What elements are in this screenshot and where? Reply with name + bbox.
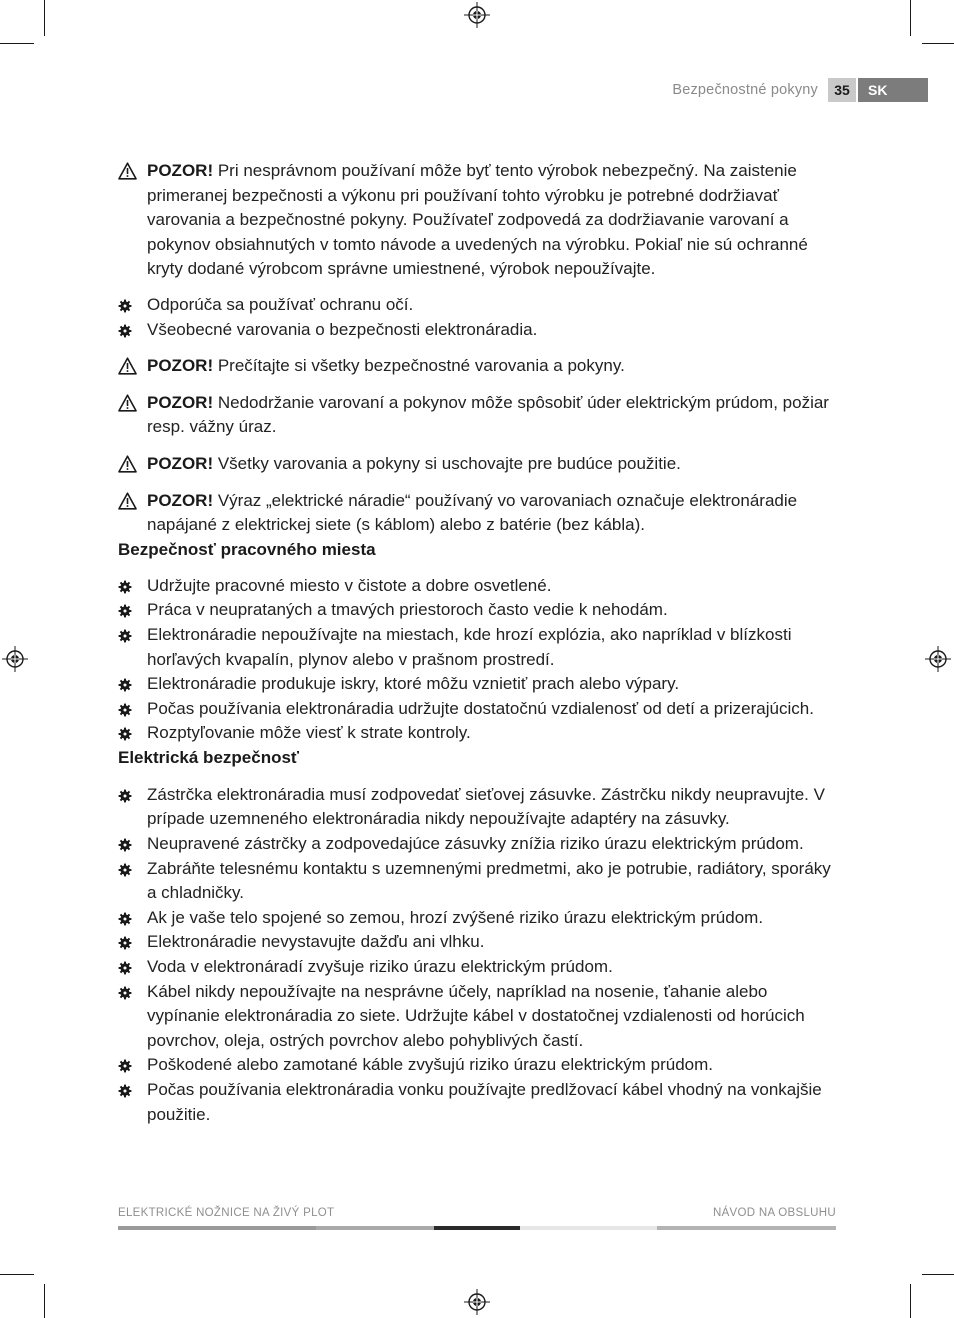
crop-mark	[922, 43, 954, 44]
registration-mark-icon	[464, 2, 490, 28]
footer-bar-segment	[434, 1226, 520, 1230]
warning-text: Výraz „elektrické náradie“ používaný vo varovaniach označuje elektronáradie napájané z elektrickej siete (s káblom) alebo z batérie (bez kábla).	[147, 490, 798, 535]
registration-mark-icon	[2, 646, 28, 672]
header-section-title: Bezpečnostné pokyny	[672, 82, 818, 98]
warning-text: Nedodržanie varovaní a pokynov môže spôsobiť úder elektrickým prúdom, požiar resp. vážny úraz.	[147, 392, 829, 437]
gear-bullet-icon	[118, 961, 132, 975]
list-item	[118, 955, 838, 980]
list-item	[118, 623, 838, 672]
list-item	[118, 697, 838, 722]
list-item	[118, 598, 838, 623]
warning-label: POZOR!	[147, 453, 214, 473]
list-item	[118, 906, 838, 931]
list-item-text: Kábel nikdy nepoužívajte na nesprávne účely, napríklad na nosenie, ťahanie alebo vypínanie elektronáradia zo siete. Udržujte kábel v dostatočnej vzdialenosti od horúcich povrchov, oleja, ostrých povrchov alebo pohyblivých častí.	[147, 981, 805, 1050]
list-item-text: Rozptyľovanie môže viesť k strate kontroly.	[147, 723, 471, 743]
footer-manual-label: NÁVOD NA OBSLUHU	[712, 1207, 836, 1219]
section-heading: Bezpečnosť pracovného miesta	[118, 539, 376, 559]
warning-triangle-icon	[118, 394, 137, 412]
crop-mark	[44, 0, 45, 36]
gear-bullet-icon	[118, 986, 132, 1000]
list-item	[118, 574, 838, 599]
warning-label: POZOR!	[147, 161, 214, 180]
list-item	[118, 1053, 838, 1078]
gear-bullet-icon	[118, 1084, 132, 1098]
warning-label: POZOR!	[147, 356, 214, 376]
list-item-text: Elektronáradie nevystavujte dažďu ani vlhku.	[147, 932, 485, 952]
list-item-text: Práca v neuprataných a tmavých priestoroch často vedie k nehodám.	[147, 600, 668, 620]
list-item-text: Odporúča sa používať ochranu očí.	[147, 294, 414, 314]
page-content	[118, 159, 838, 1127]
warning-triangle-icon	[118, 357, 137, 375]
gear-bullet-icon	[118, 863, 132, 877]
list-item-text: Všeobecné varovania o bezpečnosti elektronáradia.	[147, 319, 538, 339]
gear-bullet-icon	[118, 580, 132, 594]
warning-triangle-icon	[118, 455, 137, 473]
warning-text: Prečítajte si všetky bezpečnostné varovania a pokyny.	[217, 356, 625, 376]
list-item-text: Zástrčka elektronáradia musí zodpovedať sieťovej zásuvke. Zástrčku nikdy neupravujte. V prípade uzemneného elektronáradia nikdy nepoužívajte adaptéry na zásuvky.	[147, 784, 825, 829]
gear-bullet-icon	[118, 1059, 132, 1073]
footer-bar-segment	[520, 1226, 657, 1230]
page-header	[672, 78, 928, 102]
gear-bullet-icon	[118, 678, 132, 692]
warning-triangle-icon	[118, 162, 137, 180]
section-heading: Elektrická bezpečnosť	[118, 747, 300, 767]
crop-mark	[910, 0, 911, 36]
page-number: 35	[828, 78, 856, 102]
list-item	[118, 293, 838, 318]
gear-bullet-icon	[118, 604, 132, 618]
list-item-text: Poškodené alebo zamotané káble zvyšujú riziko úrazu elektrickým prúdom.	[147, 1055, 713, 1075]
gear-bullet-icon	[118, 789, 132, 803]
list-item-text: Elektronáradie nepoužívajte na miestach, kde hrozí explózia, ako napríklad v blízkosti horľavých kvapalín, plynov alebo v prašnom prostredí.	[147, 624, 792, 669]
list-item-text: Neupravené zástrčky a zodpovedajúce zásuvky znížia riziko úrazu elektrickým prúdom.	[147, 834, 804, 854]
list-item	[118, 721, 838, 746]
crop-mark	[922, 1274, 954, 1275]
warning-label: POZOR!	[147, 490, 214, 510]
list-item-text: Udržujte pracovné miesto v čistote a dobre osvetlené.	[147, 575, 552, 595]
language-tab: SK	[858, 78, 928, 102]
footer-bar-segment	[118, 1226, 316, 1230]
warning-paragraph	[118, 354, 838, 379]
bullet-list	[118, 574, 838, 746]
registration-mark-icon	[925, 646, 951, 672]
warning-paragraph	[118, 391, 838, 440]
gear-bullet-icon	[118, 727, 132, 741]
list-item-text: Počas používania elektronáradia vonku používajte predlžovací kábel vhodný na vonkajšie použitie.	[147, 1080, 822, 1124]
list-item-text: Zabráňte telesnému kontaktu s uzemnenými predmetmi, ako je potrubie, radiátory, sporáky a chladničky.	[147, 858, 831, 903]
bullet-list	[118, 783, 838, 1127]
footer-bar-segment	[657, 1226, 836, 1230]
warning-paragraph	[118, 489, 838, 538]
warning-paragraph	[118, 159, 838, 282]
crop-mark	[0, 1274, 34, 1275]
crop-mark	[44, 1284, 45, 1318]
list-item	[118, 783, 838, 832]
gear-bullet-icon	[118, 912, 132, 926]
footer-product-name: ELEKTRICKÉ NOŽNICE NA ŽIVÝ PLOT	[118, 1207, 335, 1219]
list-item	[118, 672, 838, 697]
footer-bar-segment	[316, 1226, 434, 1230]
warning-text: Všetky varovania a pokyny si uschovajte pre budúce použitie.	[217, 453, 681, 473]
registration-mark-icon	[464, 1289, 490, 1315]
list-item	[118, 1078, 838, 1127]
warning-label: POZOR!	[147, 392, 214, 412]
gear-bullet-icon	[118, 324, 132, 338]
list-item	[118, 930, 838, 955]
list-item-text: Elektronáradie produkuje iskry, ktoré môžu vznietiť prach alebo výpary.	[147, 674, 680, 694]
gear-bullet-icon	[118, 703, 132, 717]
crop-mark	[910, 1284, 911, 1318]
footer-bar	[118, 1226, 836, 1230]
bullet-list	[118, 293, 838, 342]
warning-paragraph	[118, 452, 838, 477]
list-item	[118, 832, 838, 857]
gear-bullet-icon	[118, 936, 132, 950]
list-item	[118, 857, 838, 906]
list-item-text: Ak je vaše telo spojené so zemou, hrozí zvýšené riziko úrazu elektrickým prúdom.	[147, 907, 764, 927]
list-item	[118, 318, 838, 343]
gear-bullet-icon	[118, 299, 132, 313]
gear-bullet-icon	[118, 838, 132, 852]
crop-mark	[0, 43, 34, 44]
list-item-text: Počas používania elektronáradia udržujte dostatočnú vzdialenosť od detí a prizerajúcich.	[147, 698, 814, 718]
warning-triangle-icon	[118, 492, 137, 510]
list-item	[118, 980, 838, 1054]
warning-text: Pri nesprávnom používaní môže byť tento výrobok nebezpečný. Na zaistenie primeranej bezpečnosti a výkonu pri používaní tohto výrobku je potrebné dodržiavať varovania a bezpečnostné pokyny. Používateľ zodpovedá za dodržiavanie varovaní a pokynov obsiahnutých v tomto návode a uvedených na výrobku. Pokiaľ nie sú ochranné kryty dodané výrobcom správne umiestnené, výrobok nepoužívajte.	[147, 161, 808, 279]
gear-bullet-icon	[118, 629, 132, 643]
list-item-text: Voda v elektronáradí zvyšuje riziko úrazu elektrickým prúdom.	[147, 957, 613, 977]
